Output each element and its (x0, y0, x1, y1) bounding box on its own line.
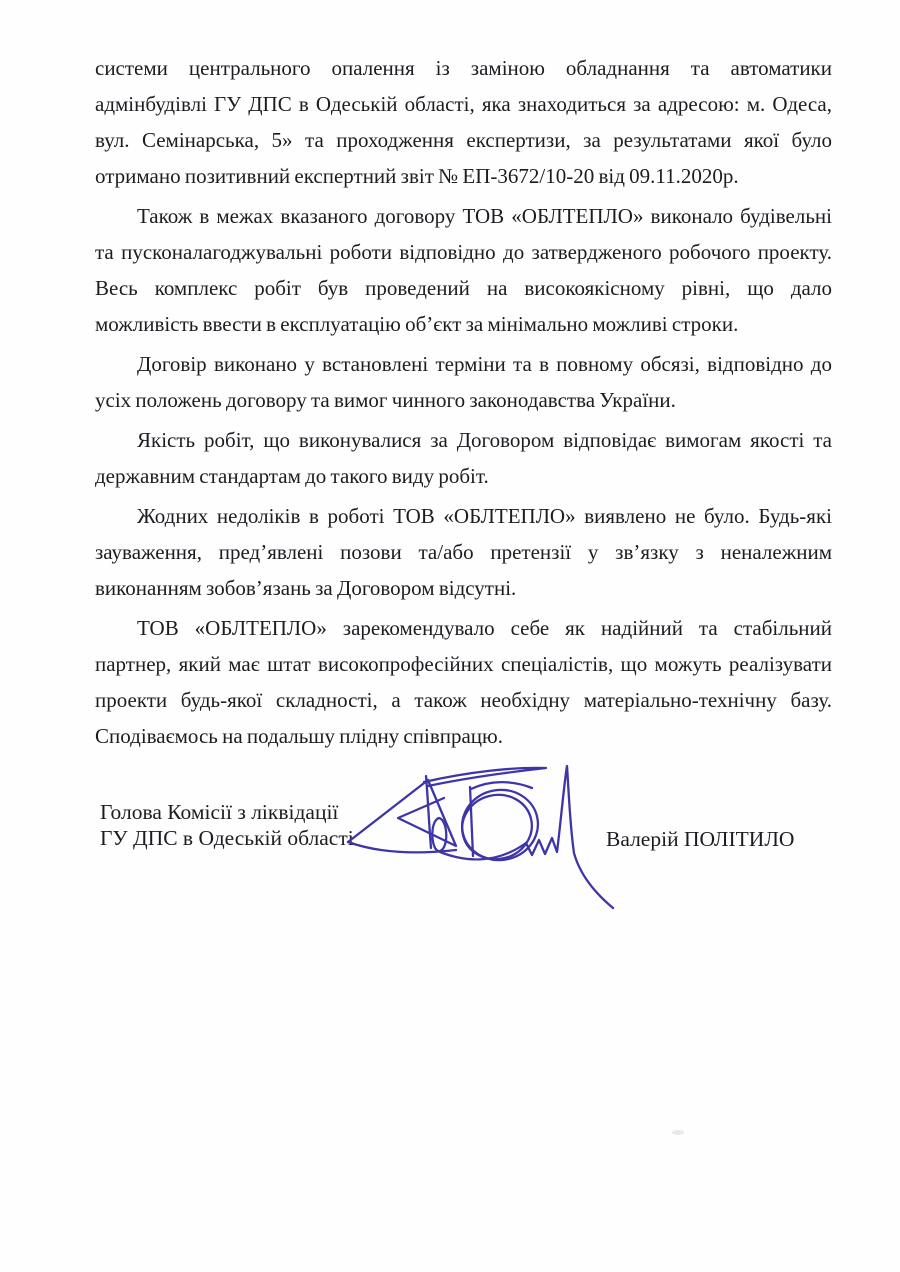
text-line: Весь комплекс робіт був проведений на високоякісному рівні, що дало (95, 276, 832, 300)
signatory-title (100, 799, 354, 851)
text-line: отримано позитивний експертний звіт № ЕП-3672/10-20 від 09.11.2020р. (95, 164, 739, 188)
scan-smudge-artifact (672, 1130, 684, 1135)
text-line: адмінбудівлі ГУ ДПС в Одеській області, яка знаходиться за адресою: м. Одеса, (95, 92, 832, 116)
text-line: проекти будь-якої складності, а також необхідну матеріально-технічну базу. (95, 688, 832, 712)
text-line: Жодних недоліків в роботі ТОВ «ОБЛТЕПЛО» виявлено не було. Будь-які (137, 504, 832, 528)
text-line: можливість ввести в експлуатацію об’єкт за мінімально можливі строки. (95, 312, 739, 336)
text-line: партнер, який має штат високопрофесійних спеціалістів, що можуть реалізувати (95, 652, 832, 676)
text-line: Також в межах вказаного договору ТОВ «ОБЛТЕПЛО» виконало будівельні (137, 204, 832, 228)
signatory-name: Валерій ПОЛІТИЛО (606, 827, 795, 851)
text-line: Сподіваємось на подальшу плідну співпрацю. (95, 724, 503, 748)
paragraph-5 (95, 498, 832, 606)
text-line: усіх положень договору та вимог чинного законодавства України. (95, 388, 676, 412)
paragraph-2 (95, 198, 832, 342)
signatory-title-line1: Голова Комісії з ліквідації (100, 800, 339, 824)
text-line: та пусконалагоджувальні роботи відповідно до затвердженого робочого проекту. (95, 240, 832, 264)
text-line: виконанням зобов’язань за Договором відсутні. (95, 576, 517, 600)
handwritten-signature-ink (340, 756, 632, 916)
text-line: Якість робіт, що виконувалися за Договором відповідає вимогам якості та (137, 428, 832, 452)
text-line: Договір виконано у встановлені терміни та в повному обсязі, відповідно до (137, 352, 832, 376)
document-body (95, 50, 832, 754)
paragraph-6 (95, 610, 832, 754)
text-line: вул. Семінарська, 5» та проходження експертизи, за результатами якої було (95, 128, 832, 152)
text-line: ТОВ «ОБЛТЕПЛО» зарекомендувало себе як надійний та стабільний (137, 616, 832, 640)
text-line: зауваження, пред’явлені позови та/або претензії у зв’язку з неналежним (95, 540, 832, 564)
text-line: державним стандартам до такого виду робіт. (95, 464, 489, 488)
paragraph-3 (95, 346, 832, 418)
text-line: системи центрального опалення із заміною обладнання та автоматики (95, 56, 832, 80)
paragraph-1 (95, 50, 832, 194)
signatory-title-line2: ГУ ДПС в Одеській області (100, 826, 354, 850)
paragraph-4 (95, 422, 832, 494)
